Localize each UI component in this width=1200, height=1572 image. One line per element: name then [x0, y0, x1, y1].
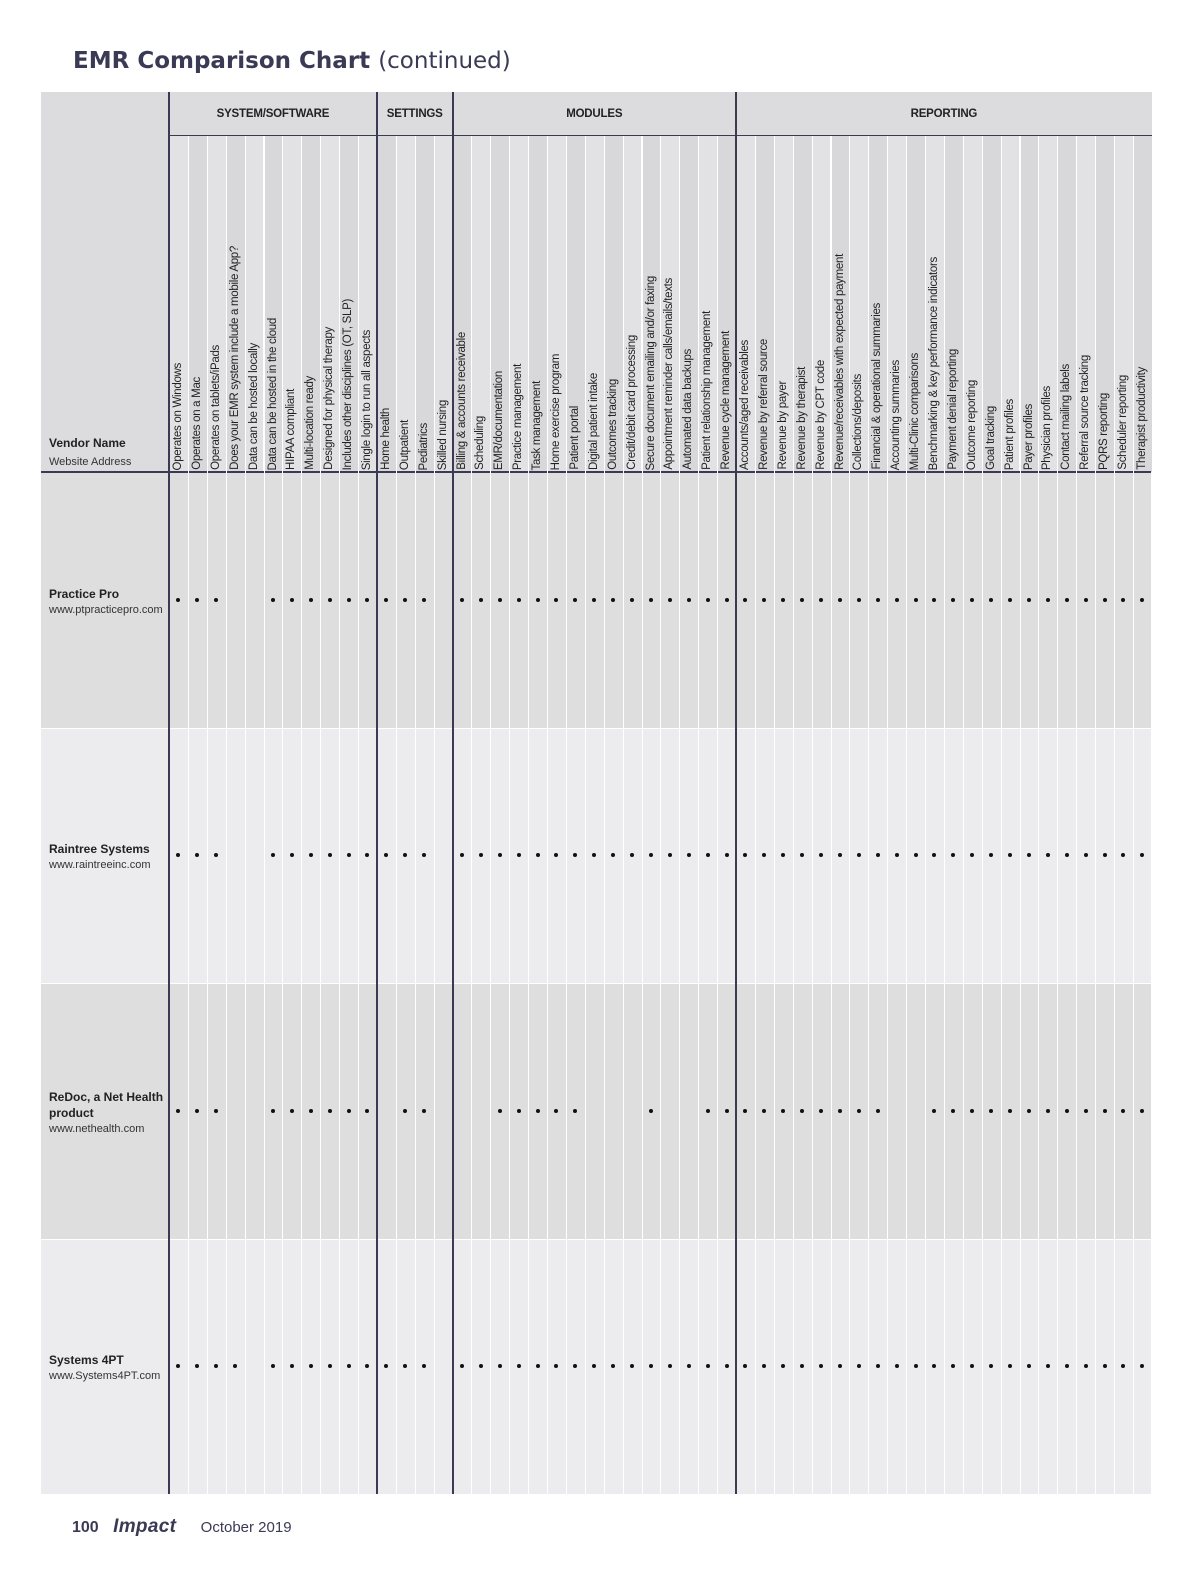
check-dot [536, 1109, 540, 1113]
check-dot [989, 1109, 993, 1113]
check-dot [706, 1364, 710, 1368]
check-dot [876, 1364, 880, 1368]
column-header [944, 136, 963, 472]
column-header [169, 136, 188, 472]
column-label: Outpatient [398, 419, 411, 470]
check-dot [914, 853, 918, 857]
check-dot [706, 598, 710, 602]
group-divider [452, 92, 454, 1494]
check-dot [403, 1109, 407, 1113]
vendor-cell [49, 586, 167, 618]
check-dot [725, 853, 729, 857]
check-dot [1027, 1109, 1031, 1113]
column-header [604, 136, 623, 472]
page-footer [72, 1516, 292, 1538]
column-divider [396, 136, 397, 1494]
column-divider [868, 136, 869, 1494]
check-dot [328, 1364, 332, 1368]
check-dot [271, 1109, 275, 1113]
check-dot [1046, 1109, 1050, 1113]
column-label: Goal tracking [984, 406, 997, 470]
column-header [925, 136, 944, 472]
column-header [1076, 136, 1095, 472]
column-divider [774, 136, 775, 1494]
column-header [1057, 136, 1076, 472]
column-label: Payment denial reporting [946, 349, 959, 470]
check-dot [649, 598, 653, 602]
check-dot [290, 1109, 294, 1113]
column-divider [906, 136, 907, 1494]
check-dot [970, 1109, 974, 1113]
group-divider [168, 92, 170, 1494]
column-divider [887, 136, 888, 1494]
vendor-cell [49, 1352, 167, 1384]
page-title [73, 48, 511, 74]
check-dot [800, 598, 804, 602]
column-divider [585, 136, 586, 1494]
column-label: Revenue/receivables with expected payment [833, 254, 846, 470]
check-dot [498, 1109, 502, 1113]
check-dot [876, 1109, 880, 1113]
column-header [812, 136, 831, 472]
column-header [755, 136, 774, 472]
column-label: Task management [531, 380, 544, 470]
check-dot [838, 598, 842, 602]
vendor-website: www.nethealth.com [49, 1122, 145, 1135]
check-dot [1065, 1109, 1069, 1113]
column-header [868, 136, 887, 472]
column-label: Revenue by CPT code [814, 360, 827, 470]
check-dot [1103, 1364, 1107, 1368]
check-dot [290, 598, 294, 602]
column-label: Designed for physical therapy [323, 327, 336, 470]
column-label: Appointment reminder calls/emails/texts [663, 278, 676, 470]
row-divider [41, 728, 1151, 729]
check-dot [819, 1109, 823, 1113]
check-dot [536, 853, 540, 857]
check-dot [857, 598, 861, 602]
check-dot [1027, 598, 1031, 602]
check-dot [989, 598, 993, 602]
column-header [434, 136, 453, 472]
column-header [264, 136, 283, 472]
check-dot [328, 598, 332, 602]
check-dot [687, 1364, 691, 1368]
column-divider [1001, 136, 1002, 1494]
column-divider [755, 136, 756, 1494]
column-label: Operates on Windows [172, 362, 184, 470]
column-label: Revenue by referral source [757, 339, 770, 470]
column-label: Credit/debit card processing [625, 335, 638, 470]
check-dot [536, 1364, 540, 1368]
vendor-name: ReDoc, a Net Health product [49, 1089, 164, 1120]
group-divider [735, 92, 737, 1494]
column-header [339, 136, 358, 472]
column-divider [245, 136, 246, 1494]
column-label: Secure document emailing and/or faxing [644, 275, 657, 470]
column-divider [339, 136, 340, 1494]
vendor-header-cell [41, 92, 169, 472]
check-dot [706, 1109, 710, 1113]
column-divider [528, 136, 529, 1494]
check-dot [876, 598, 880, 602]
check-dot [328, 1109, 332, 1113]
check-dot [914, 1364, 918, 1368]
check-dot [1084, 598, 1088, 602]
check-dot [649, 1109, 653, 1113]
vendor-cell [49, 1089, 167, 1137]
column-divider [207, 136, 208, 1494]
check-dot [498, 1364, 502, 1368]
check-dot [876, 853, 880, 857]
column-header [774, 136, 793, 472]
column-divider [1095, 136, 1096, 1494]
column-label: Revenue by payer [776, 381, 789, 470]
column-divider [717, 136, 718, 1494]
check-dot [687, 853, 691, 857]
column-label: Multi-Clinic comparisons [909, 352, 922, 470]
page-number: 100 [72, 1519, 99, 1536]
check-dot [347, 598, 351, 602]
column-header [849, 136, 868, 472]
website-header: Website Address [49, 456, 132, 468]
column-header [642, 136, 661, 472]
column-header [1133, 136, 1152, 472]
check-dot [517, 598, 521, 602]
check-dot [422, 1109, 426, 1113]
check-dot [1103, 1109, 1107, 1113]
column-divider [471, 136, 472, 1494]
check-dot [1103, 598, 1107, 602]
column-divider [547, 136, 548, 1494]
column-header [282, 136, 301, 472]
check-dot [668, 598, 672, 602]
check-dot [914, 598, 918, 602]
check-dot [214, 1109, 218, 1113]
check-dot [838, 1109, 842, 1113]
column-divider [812, 136, 813, 1494]
column-header [528, 136, 547, 472]
vendor-name: Raintree Systems [49, 842, 150, 857]
column-header [207, 136, 226, 472]
check-dot [819, 598, 823, 602]
column-label: Collections/deposits [852, 373, 865, 470]
column-header [490, 136, 509, 472]
check-dot [592, 598, 596, 602]
check-dot [1065, 598, 1069, 602]
check-dot [800, 1109, 804, 1113]
check-dot [1084, 1364, 1088, 1368]
column-divider [566, 136, 567, 1494]
column-header [320, 136, 339, 472]
column-header [831, 136, 850, 472]
check-dot [309, 1109, 313, 1113]
column-divider [642, 136, 643, 1494]
check-dot [498, 598, 502, 602]
check-dot [895, 598, 899, 602]
column-divider [434, 136, 435, 1494]
column-label: Includes other disciplines (OT, SLP) [342, 298, 355, 470]
check-dot [309, 853, 313, 857]
column-divider [1133, 136, 1134, 1494]
column-divider [358, 136, 359, 1494]
column-header [566, 136, 585, 472]
vendor-website: www.Systems4PT.com [49, 1370, 161, 1383]
column-label: Home health [379, 408, 392, 470]
column-header [1114, 136, 1133, 472]
column-header [377, 136, 396, 472]
column-header [1001, 136, 1020, 472]
column-label: Automated data backups [682, 349, 695, 470]
row-divider [41, 983, 1151, 984]
column-header [301, 136, 320, 472]
column-header [623, 136, 642, 472]
check-dot [1008, 598, 1012, 602]
check-dot [1008, 1109, 1012, 1113]
column-header [963, 136, 982, 472]
column-header [906, 136, 925, 472]
column-label: Outcome reporting [965, 379, 978, 470]
column-label: Contact mailing labels [1060, 364, 1073, 470]
column-label: Payer profiles [1022, 403, 1035, 470]
column-divider [944, 136, 945, 1494]
vendor-cell [49, 841, 167, 873]
column-label: Pediatrics [417, 422, 430, 470]
column-label: Outcomes tracking [606, 379, 619, 470]
check-dot [271, 598, 275, 602]
check-dot [1065, 1364, 1069, 1368]
vendor-website: www.raintreeinc.com [49, 859, 151, 872]
group-header: REPORTING [736, 92, 1152, 136]
issue-date: October 2019 [200, 1519, 292, 1536]
column-label: Operates on tablets/iPads [209, 345, 222, 470]
check-dot [1084, 853, 1088, 857]
column-label: Physician profiles [1041, 385, 1054, 470]
column-label: Billing & accounts receivable [455, 332, 468, 470]
column-label: PQRS reporting [1098, 393, 1111, 470]
column-divider [226, 136, 227, 1494]
column-label: Data can be hosted in the cloud [266, 317, 279, 470]
column-label: HIPAA compliant [285, 389, 298, 470]
check-dot [895, 853, 899, 857]
column-divider [415, 136, 416, 1494]
column-divider [1114, 136, 1115, 1494]
column-divider [679, 136, 680, 1494]
column-label: Accounts/aged receivables [739, 340, 751, 470]
column-divider [320, 136, 321, 1494]
column-label: Benchmarking & key performance indicators [928, 256, 940, 470]
column-header [736, 136, 755, 472]
column-divider [831, 136, 832, 1494]
column-label: Home exercise program [550, 353, 562, 470]
column-label: Patient relationship management [701, 311, 714, 470]
check-dot [781, 598, 785, 602]
check-dot [970, 598, 974, 602]
title-main: EMR Comparison Chart [73, 48, 371, 74]
column-label: Referral source tracking [1079, 355, 1092, 470]
check-dot [536, 598, 540, 602]
check-dot [1084, 1109, 1088, 1113]
column-label: Digital patient intake [587, 373, 600, 470]
column-label: Practice management [512, 363, 525, 470]
check-dot [706, 853, 710, 857]
column-header [1095, 136, 1114, 472]
column-divider [1038, 136, 1039, 1494]
column-divider [188, 136, 189, 1494]
column-divider [490, 136, 491, 1494]
column-label: Patient profiles [1003, 398, 1016, 470]
column-header [793, 136, 812, 472]
check-dot [309, 1364, 313, 1368]
check-dot [1046, 598, 1050, 602]
group-divider [376, 92, 378, 1494]
check-dot [687, 598, 691, 602]
row-divider [41, 1239, 1151, 1240]
check-dot [347, 1109, 351, 1113]
column-header [887, 136, 906, 472]
check-dot [1103, 853, 1107, 857]
vendor-website: www.ptpracticepro.com [49, 603, 163, 616]
column-divider [925, 136, 926, 1494]
column-label: Revenue by therapist [795, 367, 808, 470]
column-header [471, 136, 490, 472]
check-dot [517, 1364, 521, 1368]
check-dot [328, 853, 332, 857]
column-header [679, 136, 698, 472]
check-dot [214, 598, 218, 602]
column-header [509, 136, 528, 472]
column-header [547, 136, 566, 472]
column-header [1020, 136, 1039, 472]
check-dot [725, 1109, 729, 1113]
column-header [982, 136, 1001, 472]
column-label: Multi-location ready [304, 376, 317, 470]
column-divider [264, 136, 265, 1494]
column-header [358, 136, 377, 472]
column-label: Data can be hosted locally [247, 342, 260, 470]
group-header: MODULES [453, 92, 737, 136]
column-divider [660, 136, 661, 1494]
comparison-table [41, 92, 1151, 1494]
column-header [415, 136, 434, 472]
column-divider [849, 136, 850, 1494]
column-header [226, 136, 245, 472]
check-dot [725, 1364, 729, 1368]
title-subtitle: (continued) [378, 48, 511, 74]
column-label: Does your EMR system include a mobile App? [228, 246, 241, 470]
column-header [453, 136, 472, 472]
check-dot [347, 1364, 351, 1368]
column-label: Therapist productivity [1135, 367, 1148, 470]
column-divider [793, 136, 794, 1494]
column-label: Operates on a Mac [190, 377, 203, 470]
group-header: SYSTEM/SOFTWARE [169, 92, 377, 136]
column-label: Single login to run all aspects [361, 329, 373, 470]
column-header [717, 136, 736, 472]
check-dot [422, 598, 426, 602]
column-header [585, 136, 604, 472]
column-divider [698, 136, 699, 1494]
column-header [1038, 136, 1057, 472]
check-dot [725, 598, 729, 602]
column-header [245, 136, 264, 472]
column-header [698, 136, 717, 472]
check-dot [460, 598, 464, 602]
check-dot [781, 1109, 785, 1113]
column-label: Revenue cycle management [720, 331, 733, 470]
column-divider [623, 136, 624, 1494]
check-dot [347, 853, 351, 857]
column-divider [963, 136, 964, 1494]
column-divider [982, 136, 983, 1494]
check-dot [1065, 853, 1069, 857]
check-dot [479, 598, 483, 602]
check-dot [630, 598, 634, 602]
magazine-logo: Impact [113, 1516, 177, 1537]
group-header: SETTINGS [377, 92, 453, 136]
column-divider [282, 136, 283, 1494]
column-divider [1020, 136, 1021, 1494]
column-header [396, 136, 415, 472]
column-divider [1057, 136, 1058, 1494]
check-dot [517, 1109, 521, 1113]
check-dot [895, 1364, 899, 1368]
column-label: Scheduling [474, 416, 487, 470]
column-label: EMR/documentation [493, 370, 506, 470]
column-label: Accounting summaries [890, 359, 903, 470]
check-dot [611, 598, 615, 602]
column-label: Scheduler reporting [1117, 375, 1129, 470]
column-header [188, 136, 207, 472]
vendor-name: Systems 4PT [49, 1353, 124, 1368]
check-dot [309, 598, 313, 602]
column-header [660, 136, 679, 472]
column-divider [1076, 136, 1077, 1494]
check-dot [498, 853, 502, 857]
column-divider [604, 136, 605, 1494]
check-dot [403, 598, 407, 602]
vendor-name-header: Vendor Name [49, 436, 126, 450]
column-label: Skilled nursing [436, 399, 449, 470]
column-divider [509, 136, 510, 1494]
check-dot [517, 853, 521, 857]
column-label: Financial & operational summaries [871, 303, 884, 470]
vendor-name: Practice Pro [49, 586, 120, 601]
column-label: Patient portal [568, 406, 581, 470]
column-divider [301, 136, 302, 1494]
check-dot [857, 1109, 861, 1113]
